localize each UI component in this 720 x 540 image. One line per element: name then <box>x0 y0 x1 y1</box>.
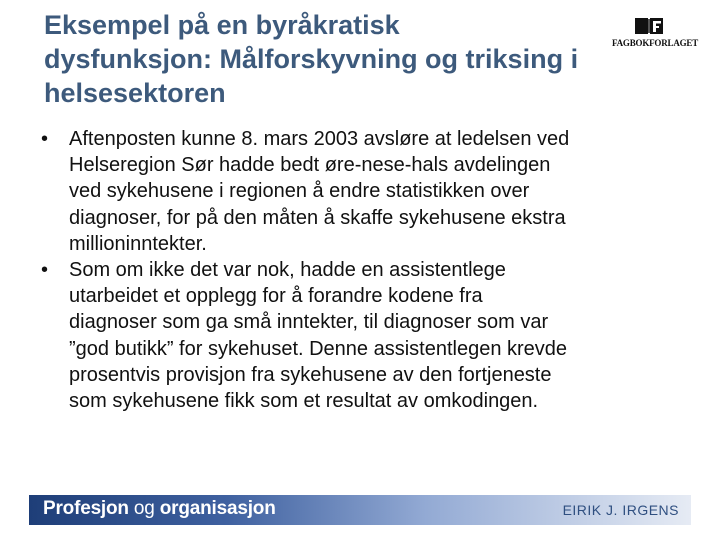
bullet-marker: • <box>41 259 49 282</box>
footer-title-word: Profesjon <box>43 498 129 519</box>
footer-bar <box>29 495 691 525</box>
bullet-item <box>0 126 720 257</box>
bullet-line: Helseregion Sør hadde bedt øre-nese-hals avdelingen <box>69 154 551 177</box>
bullet-item <box>0 257 720 414</box>
bullet-line: Aftenposten kunne 8. mars 2003 avsløre at ledelsen ved <box>69 128 570 150</box>
footer-title-word: organisasjon <box>159 498 276 519</box>
bullet-list <box>0 126 720 414</box>
footer-course-title <box>43 498 276 520</box>
bullet-line: ved sykehusene i regionen å endre statistikken over <box>69 180 530 203</box>
publisher-logo <box>612 16 699 52</box>
bullet-line: diagnoser, for på den måten å skaffe sykehusene ekstra <box>69 206 566 229</box>
bullet-line: Som om ikke det var nok, hadde en assistentlege <box>69 259 506 282</box>
bullet-marker: • <box>41 128 49 150</box>
title-line: helsesektoren <box>44 78 226 108</box>
slide-title <box>44 8 699 110</box>
footer-title-word: og <box>133 498 155 519</box>
bullet-line: utarbeidet et opplegg for å forandre kodene fra <box>69 285 483 308</box>
bullet-line: prosentvis provisjon fra sykehusene av den fortjeneste <box>69 363 552 386</box>
logo-wordmark: FAGBOKFORLAGET <box>612 38 699 48</box>
footer-author: EIRIK J. IRGENS <box>562 502 679 518</box>
bullet-line: ”god butikk” for sykehuset. Denne assistentlegen krevde <box>69 337 568 360</box>
title-line: dysfunksjon: Målforskyvning og triksing i <box>44 44 579 74</box>
book-f-logo-icon <box>634 16 664 36</box>
title-line: Eksempel på en byråkratisk <box>44 10 400 40</box>
bullet-line: millioninntekter. <box>69 232 207 255</box>
bullet-line: diagnoser som ga små inntekter, til diagnoser som var <box>69 311 549 334</box>
bullet-line: som sykehusene fikk som et resultat av omkodingen. <box>69 390 539 413</box>
